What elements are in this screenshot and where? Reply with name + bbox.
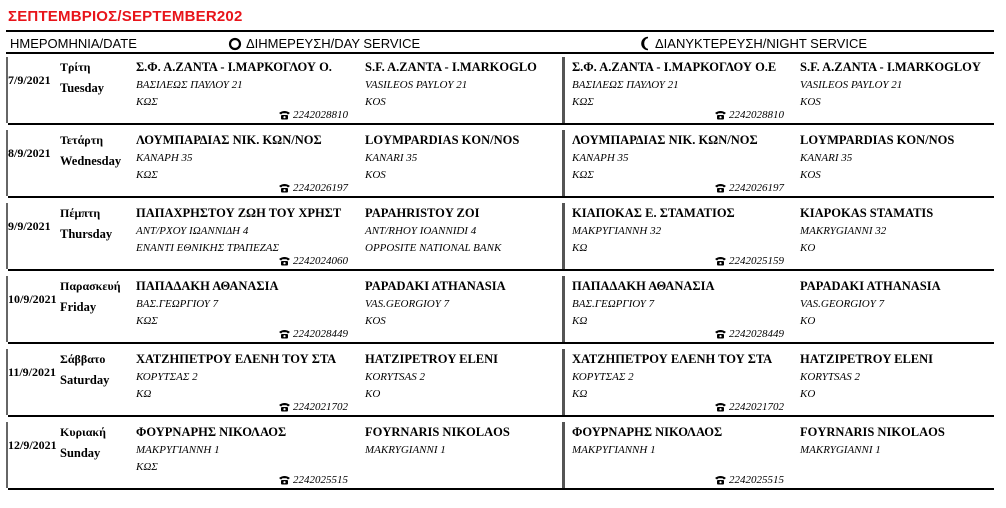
moon-icon <box>639 36 651 51</box>
day-address-en: KANARI 35 <box>365 152 418 164</box>
row-weekday-en: Thursday <box>60 227 113 241</box>
row-weekday-en: Sunday <box>60 446 101 460</box>
column-divider <box>562 276 565 342</box>
night-phone <box>714 255 784 267</box>
row-date: 10/9/2021 <box>8 292 57 306</box>
day-address2-gr: ΕΝΑΝΤΙ ΕΘΝΙΚΗΣ ΤΡΑΠΕΖΑΣ <box>136 242 280 254</box>
sun-icon <box>228 37 242 51</box>
day-address-en: MAKRYGIANNI 1 <box>365 444 446 456</box>
day-service-label: ΔΙΗΜΕΡΕΥΣΗ/DAY SERVICE <box>246 36 421 51</box>
night-pharmacy-name-en: S.F. A.ZANTA - I.MARKOGLOY <box>800 60 981 74</box>
night-phone-number: 2242028810 <box>729 109 784 121</box>
night-address-en: VASILEOS PAYLOY 21 <box>800 79 903 91</box>
night-address-en: MAKRYGIANNI 1 <box>800 444 881 456</box>
day-city-gr: ΚΩΣ <box>136 315 158 327</box>
day-pharmacy-name-en: FOYRNARIS NIKOLAOS <box>365 425 510 439</box>
phone-icon <box>714 110 727 120</box>
row-weekday-gr: Πέμπτη <box>60 206 101 220</box>
left-border <box>6 422 8 488</box>
day-address-gr: ΑΝΤ/ΡΧΟΥ ΙΩΑΝΝΙΔΗ 4 <box>136 225 249 237</box>
row-weekday-en: Tuesday <box>60 81 105 95</box>
night-pharmacy-name-en: FOYRNARIS NIKOLAOS <box>800 425 945 439</box>
day-service-header <box>228 36 420 51</box>
night-pharmacy-name-gr: ΧΑΤΖΗΠΕΤΡΟΥ ΕΛΕΝΗ ΤΟΥ ΣΤΑ <box>572 352 773 366</box>
phone-icon <box>278 329 291 339</box>
day-phone-number: 2242028449 <box>293 328 348 340</box>
phone-icon <box>714 475 727 485</box>
row-weekday-en: Wednesday <box>60 154 122 168</box>
day-city-en: KOS <box>365 315 386 327</box>
day-pharmacy-name-gr: Σ.Φ. Α.ΖΑΝΤΑ - Ι.ΜΑΡΚΟΓΛΟΥ Ο. <box>136 60 332 74</box>
day-phone <box>278 182 348 194</box>
table-row <box>6 347 994 417</box>
night-pharmacy-name-gr: ΛΟΥΜΠΑΡΔΙΑΣ ΝΙΚ. ΚΩΝ/ΝΟΣ <box>572 133 758 147</box>
day-phone <box>278 328 348 340</box>
table-row <box>6 274 994 344</box>
day-address-en: KORYTSAS 2 <box>365 371 426 383</box>
day-address-en: ANT/RHOY IOANNIDI 4 <box>365 225 477 237</box>
row-date: 8/9/2021 <box>8 146 51 160</box>
night-phone-number: 2242025515 <box>729 474 784 486</box>
night-phone <box>714 182 784 194</box>
day-city-en: KOS <box>365 96 386 108</box>
day-pharmacy-name-gr: ΧΑΤΖΗΠΕΤΡΟΥ ΕΛΕΝΗ ΤΟΥ ΣΤΑ <box>136 352 337 366</box>
night-city-gr: ΚΩΣ <box>572 169 594 181</box>
night-city-en: KOS <box>800 96 821 108</box>
row-divider <box>8 196 994 198</box>
day-city-gr: ΚΩΣ <box>136 461 158 473</box>
day-pharmacy-name-en: PAPAHRISTOY ZOI <box>365 206 480 220</box>
day-phone-number: 2242028810 <box>293 109 348 121</box>
night-city-en: KO <box>800 315 816 327</box>
column-divider <box>562 130 565 196</box>
left-border <box>6 130 8 196</box>
day-pharmacy-name-gr: ΠΑΠΑΧΡΗΣΤΟΥ ΖΩΗ ΤΟΥ ΧΡΗΣΤ <box>136 206 342 220</box>
phone-icon <box>278 475 291 485</box>
night-phone-number: 2242026197 <box>729 182 784 194</box>
table-row <box>6 55 994 125</box>
night-city-gr: ΚΩ <box>572 242 588 254</box>
night-pharmacy-name-en: LOYMPARDIAS KON/NOS <box>800 133 955 147</box>
night-pharmacy-name-gr: Σ.Φ. Α.ΖΑΝΤΑ - Ι.ΜΑΡΚΟΓΛΟΥ Ο.Ε <box>572 60 777 74</box>
night-address-en: KORYTSAS 2 <box>800 371 861 383</box>
phone-icon <box>278 183 291 193</box>
phone-icon <box>714 183 727 193</box>
day-phone <box>278 401 348 413</box>
day-address-gr: ΜΑΚΡΥΓΙΑΝΝΗ 1 <box>136 444 220 456</box>
day-address-gr: ΚΑΝΑΡΗ 35 <box>136 152 193 164</box>
page-title: ΣΕΠΤΕΜΒΡΙΟΣ/SEPTEMBER202 <box>8 8 243 25</box>
day-phone-number: 2242025515 <box>293 474 348 486</box>
day-address-en: VASILEOS PAYLOY 21 <box>365 79 468 91</box>
column-divider <box>562 349 565 415</box>
row-divider <box>8 123 994 125</box>
night-address-gr: ΒΑΣ.ΓΕΩΡΓΙΟΥ 7 <box>572 298 655 310</box>
day-pharmacy-name-gr: ΛΟΥΜΠΑΡΔΙΑΣ ΝΙΚ. ΚΩΝ/ΝΟΣ <box>136 133 322 147</box>
night-phone <box>714 401 784 413</box>
row-divider <box>8 415 994 417</box>
day-address-gr: ΒΑΣΙΛΕΩΣ ΠΑΥΛΟΥ 21 <box>136 79 243 91</box>
day-address-en: VAS.GEORGIOY 7 <box>365 298 450 310</box>
row-weekday-gr: Τρίτη <box>60 60 91 74</box>
day-phone <box>278 474 348 486</box>
day-pharmacy-name-en: PAPADAKI ATHANASIA <box>365 279 506 293</box>
row-weekday-gr: Τετάρτη <box>60 133 104 147</box>
day-phone-number: 2242021702 <box>293 401 348 413</box>
day-city-en: KO <box>365 388 381 400</box>
night-phone-number: 2242028449 <box>729 328 784 340</box>
column-divider <box>562 422 565 488</box>
day-city-gr: ΚΩ <box>136 388 152 400</box>
row-weekday-gr: Κυριακή <box>60 425 106 439</box>
table-row <box>6 128 994 198</box>
day-pharmacy-name-en: LOYMPARDIAS KON/NOS <box>365 133 520 147</box>
phone-icon <box>278 256 291 266</box>
day-pharmacy-name-gr: ΦΟΥΡΝΑΡΗΣ ΝΙΚΟΛΑΟΣ <box>136 425 287 439</box>
day-phone-number: 2242024060 <box>293 255 348 267</box>
night-city-en: KO <box>800 242 816 254</box>
phone-icon <box>278 110 291 120</box>
night-pharmacy-name-gr: ΚΙΑΠΟΚΑΣ Ε. ΣΤΑΜΑΤΙΟΣ <box>572 206 735 220</box>
night-city-gr: ΚΩ <box>572 388 588 400</box>
row-divider <box>8 342 994 344</box>
column-divider <box>562 203 565 269</box>
row-weekday-gr: Σάββατο <box>60 352 106 366</box>
day-city-en: KOS <box>365 169 386 181</box>
row-date: 7/9/2021 <box>8 73 51 87</box>
night-address-en: VAS.GEORGIOY 7 <box>800 298 885 310</box>
night-pharmacy-name-gr: ΠΑΠΑΔΑΚΗ ΑΘΑΝΑΣΙΑ <box>572 279 715 293</box>
day-pharmacy-name-en: HATZIPETROY ELENI <box>365 352 499 366</box>
day-address-gr: ΚΟΡΥΤΣΑΣ 2 <box>136 371 198 383</box>
phone-icon <box>278 402 291 412</box>
night-service-header <box>639 36 867 51</box>
night-pharmacy-name-en: KIAPOKAS STAMATIS <box>800 206 934 220</box>
day-city-gr: ΚΩΣ <box>136 169 158 181</box>
day-address-gr: ΒΑΣ.ΓΕΩΡΓΙΟΥ 7 <box>136 298 219 310</box>
day-phone-number: 2242026197 <box>293 182 348 194</box>
left-border <box>6 57 8 123</box>
night-pharmacy-name-gr: ΦΟΥΡΝΑΡΗΣ ΝΙΚΟΛΑΟΣ <box>572 425 723 439</box>
day-pharmacy-name-en: S.F. A.ZANTA - I.MARKOGLO <box>365 60 537 74</box>
night-city-en: KOS <box>800 169 821 181</box>
day-phone <box>278 109 348 121</box>
left-border <box>6 349 8 415</box>
header-top-rule <box>6 30 994 32</box>
table-row <box>6 201 994 271</box>
day-pharmacy-name-gr: ΠΑΠΑΔΑΚΗ ΑΘΑΝΑΣΙΑ <box>136 279 279 293</box>
day-address2-en: OPPOSITE NATIONAL BANK <box>365 242 502 254</box>
night-city-en: KO <box>800 388 816 400</box>
night-pharmacy-name-en: PAPADAKI ATHANASIA <box>800 279 941 293</box>
row-divider <box>8 269 994 271</box>
row-weekday-gr: Παρασκευή <box>60 279 121 293</box>
day-phone <box>278 255 348 267</box>
night-phone-number: 2242025159 <box>729 255 784 267</box>
header-bottom-rule <box>6 52 994 54</box>
night-service-label: ΔΙΑΝΥΚΤΕΡΕΥΣΗ/NIGHT SERVICE <box>655 36 868 51</box>
phone-icon <box>714 256 727 266</box>
left-border <box>6 276 8 342</box>
row-date: 11/9/2021 <box>8 365 57 379</box>
row-divider <box>8 488 994 490</box>
column-divider <box>562 57 565 123</box>
night-phone <box>714 328 784 340</box>
night-address-en: MAKRYGIANNI 32 <box>800 225 887 237</box>
night-pharmacy-name-en: HATZIPETROY ELENI <box>800 352 934 366</box>
day-city-gr: ΚΩΣ <box>136 96 158 108</box>
night-address-gr: ΚΑΝΑΡΗ 35 <box>572 152 629 164</box>
row-date: 12/9/2021 <box>8 438 57 452</box>
row-weekday-en: Friday <box>60 300 97 314</box>
phone-icon <box>714 329 727 339</box>
night-address-gr: ΜΑΚΡΥΓΙΑΝΝΗ 1 <box>572 444 656 456</box>
night-phone <box>714 474 784 486</box>
table-header <box>6 33 994 53</box>
night-address-gr: ΚΟΡΥΤΣΑΣ 2 <box>572 371 634 383</box>
night-address-gr: ΒΑΣΙΛΕΩΣ ΠΑΥΛΟΥ 21 <box>572 79 679 91</box>
date-column-header: ΗΜΕΡΟΜΗΝΙΑ/DATE <box>10 36 137 51</box>
night-phone-number: 2242021702 <box>729 401 784 413</box>
night-phone <box>714 109 784 121</box>
left-border <box>6 203 8 269</box>
night-address-gr: ΜΑΚΡΥΓΙΑΝΝΗ 32 <box>572 225 662 237</box>
night-city-gr: ΚΩ <box>572 315 588 327</box>
row-weekday-en: Saturday <box>60 373 110 387</box>
night-address-en: KANARI 35 <box>800 152 853 164</box>
night-city-gr: ΚΩΣ <box>572 96 594 108</box>
row-date: 9/9/2021 <box>8 219 51 233</box>
table-row <box>6 420 994 490</box>
phone-icon <box>714 402 727 412</box>
